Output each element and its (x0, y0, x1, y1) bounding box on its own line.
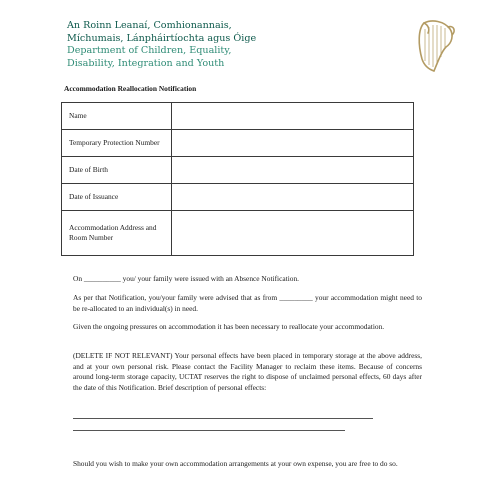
name-field[interactable] (172, 103, 414, 130)
department-name-english-line-1: Department of Children, Equality, (67, 45, 232, 56)
temporary-protection-number-field[interactable] (172, 130, 414, 157)
department-name-english-line-2: Disability, Integration and Youth (67, 57, 225, 69)
table-row (62, 211, 414, 256)
own-arrangements-paragraph: Should you wish to make your own accommodation arrangements at your own expense, you are free to do so. (73, 459, 398, 468)
date-of-birth-field[interactable] (172, 157, 414, 184)
table-row (62, 103, 414, 130)
field-label: Accommodation Address and Room Number (62, 211, 172, 256)
department-name-irish-line-1: An Roinn Leanaí, Comhionannais, (67, 20, 232, 31)
field-label: Temporary Protection Number (62, 130, 172, 157)
table-row (62, 157, 414, 184)
date-of-issuance-field[interactable] (172, 184, 414, 211)
harp-icon (410, 15, 460, 75)
description-line[interactable] (73, 418, 373, 419)
description-line[interactable] (73, 430, 345, 431)
page-title: Accommodation Reallocation Notification (64, 84, 197, 93)
department-name-irish-line-2: Míchumais, Lánpháirtíochta agus Óige (67, 32, 257, 44)
reallocation-warning-paragraph: As per that Notification, you/your family were advised that as from _________ your accommodation might need to be re-allocated to an individual(s) in need. (73, 293, 422, 313)
department-name (67, 20, 327, 70)
table-row (62, 130, 414, 157)
accommodation-address-field[interactable] (172, 211, 414, 256)
details-table (61, 102, 414, 256)
field-label: Date of Issuance (62, 184, 172, 211)
table-row (62, 184, 414, 211)
personal-effects-paragraph: (DELETE IF NOT RELEVANT) Your personal effects have been placed in temporary storage at the above address, and at your own personal risk. Please contact the Facility Manager to reclaim these items. Because of concerns around long-term storage capacity, UCTAT reserves the right to dispose of unclaimed personal effects, 60 days after the date of this Notification. Brief description of personal effects: (73, 351, 422, 392)
field-label: Date of Birth (62, 157, 172, 184)
absence-notification-paragraph: On __________ you/ your family were issued with an Absence Notification. (73, 274, 299, 283)
reallocation-paragraph: Given the ongoing pressures on accommodation it has been necessary to reallocate your accommodation. (73, 322, 385, 331)
field-label: Name (62, 103, 172, 130)
